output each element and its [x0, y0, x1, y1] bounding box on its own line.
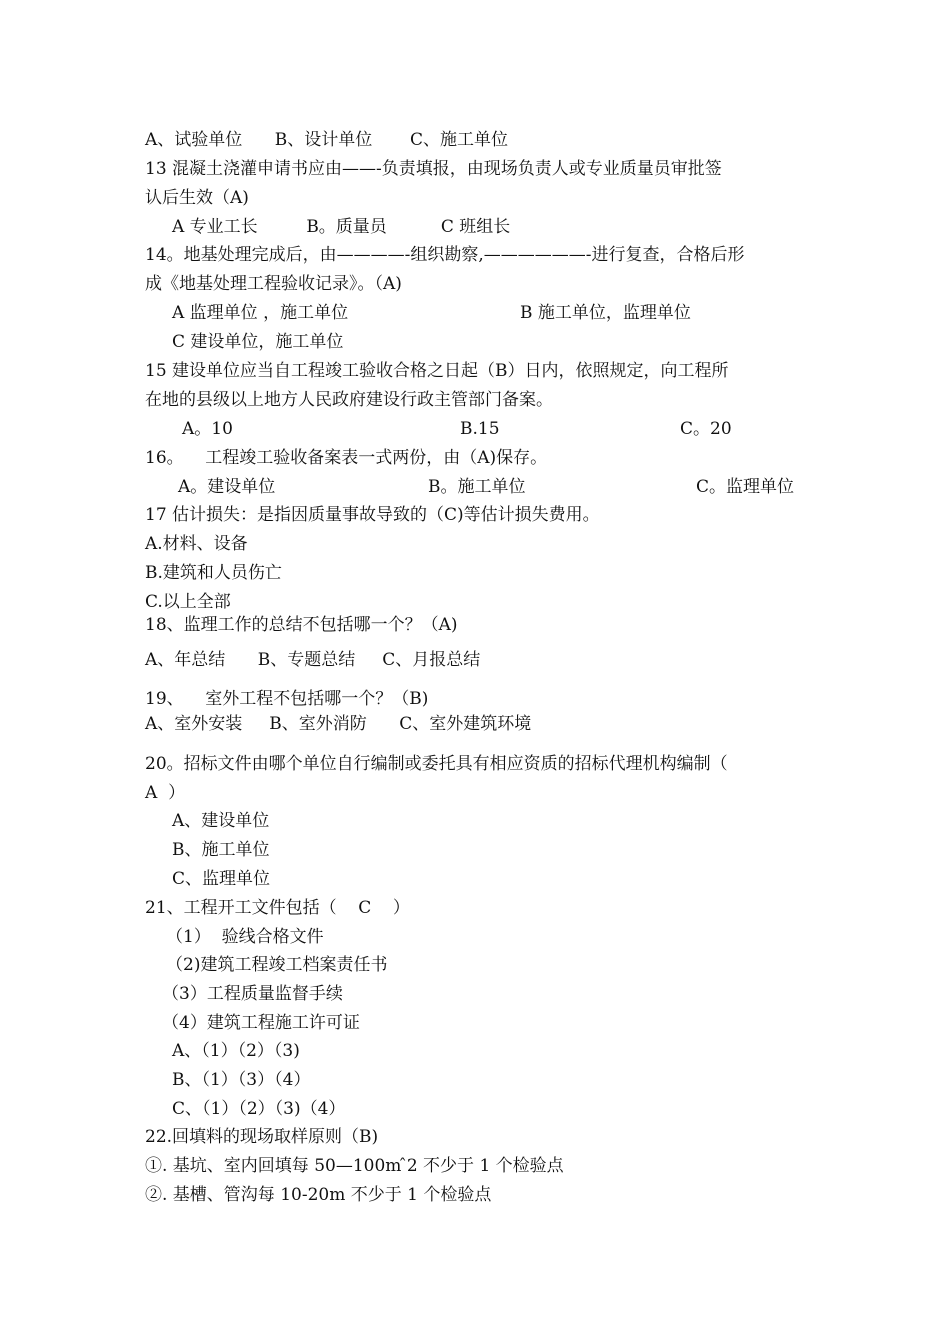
text-line: A、（1）（2）（3) — [172, 1041, 300, 1061]
text-line: 16。 工程竣工验收备案表一式两份，由（A)保存。 — [145, 448, 548, 468]
text-line: C。20 — [680, 419, 732, 439]
text-line: A、年总结 B、专题总结 C、月报总结 — [145, 650, 481, 670]
text-line: 在地的县级以上地方人民政府建设行政主管部门备案。 — [145, 390, 553, 410]
text-line: （2)建筑工程竣工档案责任书 — [166, 955, 388, 975]
text-line: A 专业工长 B。质量员 C 班组长 — [172, 217, 511, 237]
text-line: 22.回填料的现场取样原则（B) — [145, 1127, 379, 1147]
text-line: A、试验单位 B、设计单位 C、施工单位 — [145, 130, 509, 150]
text-line: 成《地基处理工程验收记录》。（A) — [145, 274, 402, 294]
text-line: 14。地基处理完成后，由————-组织勘察,——————-进行复查，合格后形 — [145, 245, 745, 265]
text-line: A 监理单位 ，施工单位 — [172, 303, 349, 323]
text-line: A、室外安装 B、室外消防 C、室外建筑环境 — [145, 714, 532, 734]
text-line: ①. 基坑、室内回填每 50—100m ̂2 不少于 1 个检验点 — [145, 1156, 564, 1176]
text-line: C。监理单位 — [696, 477, 795, 497]
text-line: A、建设单位 — [172, 811, 270, 831]
text-line: C、（1）（2）（3)（4） — [172, 1099, 346, 1119]
text-line: 20。招标文件由哪个单位自行编制或委托具有相应资质的招标代理机构编制（ — [145, 754, 728, 774]
text-line: B.15 — [460, 419, 500, 439]
text-line: 13 混凝土浇灌申请书应由——-负责填报，由现场负责人或专业质量员审批签 — [145, 159, 722, 179]
text-line: C 建设单位，施工单位 — [172, 332, 344, 352]
text-line: 15 建设单位应当自工程竣工验收合格之日起（B）日内，依照规定，向工程所 — [145, 361, 729, 381]
text-line: （4）建筑工程施工许可证 — [162, 1013, 360, 1033]
text-line: B.建筑和人员伤亡 — [145, 563, 282, 583]
text-line: B。施工单位 — [428, 477, 526, 497]
text-line: 19、 室外工程不包括哪一个？（B) — [145, 689, 429, 709]
text-line: ②. 基槽、管沟每 10-20m 不少于 1 个检验点 — [145, 1185, 492, 1205]
text-line: C.以上全部 — [145, 592, 231, 612]
text-line: A ） — [145, 783, 186, 803]
text-line: （1） 验线合格文件 — [166, 927, 324, 947]
text-line: A。10 — [182, 419, 233, 439]
text-line: 17 估计损失：是指因质量事故导致的（C)等估计损失费用。 — [145, 505, 600, 525]
text-line: 21、工程开工文件包括（ C ） — [145, 898, 410, 918]
text-line: B 施工单位，监理单位 — [520, 303, 691, 323]
text-line: 18、监理工作的总结不包括哪一个？（A) — [145, 615, 458, 635]
text-line: 认后生效（A) — [145, 188, 249, 208]
text-line: C、监理单位 — [172, 869, 271, 889]
text-line: （3）工程质量监督手续 — [162, 984, 343, 1004]
text-line: B、（1）（3）（4） — [172, 1070, 311, 1090]
text-line: A。建设单位 — [178, 477, 276, 497]
text-line: B、施工单位 — [172, 840, 270, 860]
text-line: A.材料、设备 — [145, 534, 248, 554]
